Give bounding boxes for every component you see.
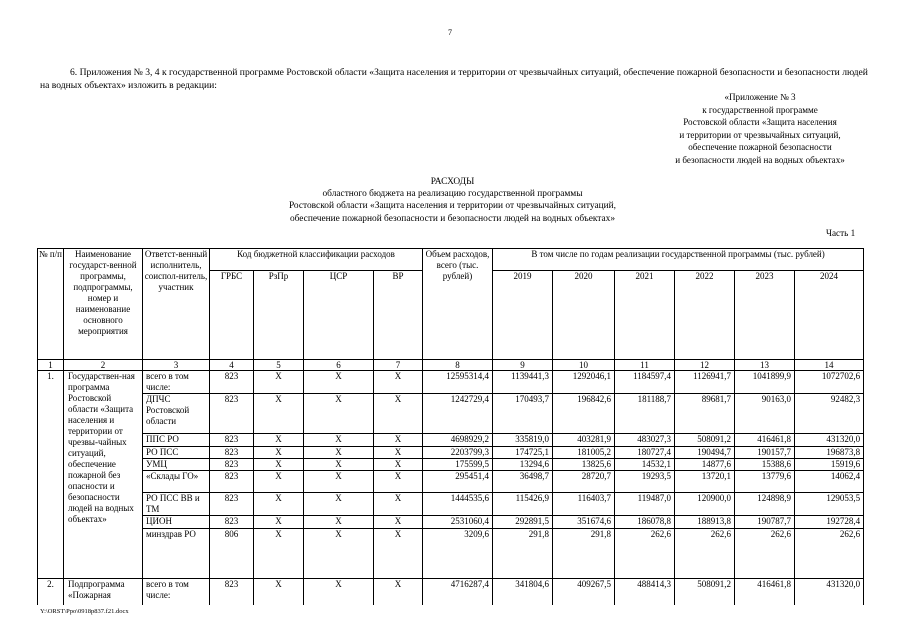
header-year: 2024 <box>795 271 864 360</box>
heading-line: областного бюджета на реализацию государственной программы <box>322 189 583 200</box>
header-year: 2020 <box>553 271 615 360</box>
vr-cell: Х <box>374 516 423 529</box>
grbs-cell: 823 <box>210 371 254 394</box>
y2021-cell: 180727,4 <box>615 447 675 459</box>
y2024-cell: 431320,0 <box>795 579 864 605</box>
y2020-cell: 409267,5 <box>553 579 615 605</box>
grbs-cell: 823 <box>210 471 254 493</box>
rzpr-cell: Х <box>254 394 304 434</box>
section-number: 2. <box>38 579 64 605</box>
header-year: 2022 <box>675 271 735 360</box>
csr-cell: Х <box>304 529 374 579</box>
section-name: Подпрограмма «Пожарная <box>64 579 143 605</box>
table-row <box>38 371 864 394</box>
y2024-cell: 92482,3 <box>795 394 864 434</box>
y2023-cell: 15388,6 <box>735 459 795 471</box>
total-cell: 3209,6 <box>423 529 493 579</box>
vr-cell: Х <box>374 493 423 516</box>
rzpr-cell: Х <box>254 459 304 471</box>
y2020-cell: 291,8 <box>553 529 615 579</box>
table-row <box>38 493 864 516</box>
grbs-cell: 823 <box>210 394 254 434</box>
y2024-cell: 15919,6 <box>795 459 864 471</box>
y2021-cell: 483027,3 <box>615 434 675 447</box>
document-heading <box>0 176 905 225</box>
y2023-cell: 190157,7 <box>735 447 795 459</box>
csr-cell: Х <box>304 447 374 459</box>
table-row <box>38 579 864 605</box>
csr-cell: Х <box>304 371 374 394</box>
rzpr-cell: Х <box>254 529 304 579</box>
y2019-cell: 291,8 <box>493 529 553 579</box>
total-cell: 4716287,4 <box>423 579 493 605</box>
y2023-cell: 262,6 <box>735 529 795 579</box>
y2022-cell: 13720,1 <box>675 471 735 493</box>
y2022-cell: 190494,7 <box>675 447 735 459</box>
y2021-cell: 1184597,4 <box>615 371 675 394</box>
column-number: 13 <box>735 360 795 371</box>
vr-cell: Х <box>374 459 423 471</box>
y2021-cell: 14532,1 <box>615 459 675 471</box>
footer-file-path: Y:\ORST\Ppo\0918p837.f21.docx <box>40 608 129 615</box>
csr-cell: Х <box>304 579 374 605</box>
grbs-cell: 823 <box>210 579 254 605</box>
header-year: 2023 <box>735 271 795 360</box>
header-year: 2021 <box>615 271 675 360</box>
y2023-cell: 90163,0 <box>735 394 795 434</box>
grbs-cell: 823 <box>210 434 254 447</box>
header-years-group: В том числе по годам реализации государственной программы (тыс. рублей) <box>493 249 864 271</box>
header-code-group: Код бюджетной классификации расходов <box>210 249 423 271</box>
table-row <box>38 471 864 493</box>
column-number: 10 <box>553 360 615 371</box>
y2021-cell: 181188,7 <box>615 394 675 434</box>
csr-cell: Х <box>304 516 374 529</box>
y2022-cell: 14877,6 <box>675 459 735 471</box>
y2019-cell: 115426,9 <box>493 493 553 516</box>
y2019-cell: 335819,0 <box>493 434 553 447</box>
executor-cell: всего в том числе: <box>143 371 210 394</box>
header-vr: ВР <box>374 271 423 360</box>
total-cell: 1444535,6 <box>423 493 493 516</box>
executor-cell: УМЦ <box>143 459 210 471</box>
table-row <box>38 447 864 459</box>
y2021-cell: 488414,3 <box>615 579 675 605</box>
header-volume: Объем расходов, всего (тыс. рублей) <box>423 249 493 360</box>
y2024-cell: 262,6 <box>795 529 864 579</box>
y2024-cell: 1072702,6 <box>795 371 864 394</box>
y2022-cell: 508091,2 <box>675 579 735 605</box>
grbs-cell: 823 <box>210 493 254 516</box>
csr-cell: Х <box>304 459 374 471</box>
csr-cell: Х <box>304 394 374 434</box>
y2023-cell: 416461,8 <box>735 579 795 605</box>
total-cell: 1242729,4 <box>423 394 493 434</box>
executor-cell: РО ПСС <box>143 447 210 459</box>
y2020-cell: 13825,6 <box>553 459 615 471</box>
heading-line: обеспечение пожарной безопасности и безопасности людей на водных объектах» <box>289 213 616 224</box>
y2020-cell: 403281,9 <box>553 434 615 447</box>
rzpr-cell: Х <box>254 516 304 529</box>
table-row <box>38 529 864 579</box>
csr-cell: Х <box>304 471 374 493</box>
column-number: 8 <box>423 360 493 371</box>
appendix-line: обеспечение пожарной безопасности <box>688 142 832 152</box>
rzpr-cell: Х <box>254 371 304 394</box>
y2022-cell: 262,6 <box>675 529 735 579</box>
appendix-line: и территории от чрезвычайных ситуаций, <box>679 129 841 140</box>
executor-cell: РО ПСС ВВ и ТМ <box>143 493 210 516</box>
y2022-cell: 188913,8 <box>675 516 735 529</box>
vr-cell: Х <box>374 529 423 579</box>
y2019-cell: 341804,6 <box>493 579 553 605</box>
column-number: 6 <box>304 360 374 371</box>
y2021-cell: 119487,0 <box>615 493 675 516</box>
vr-cell: Х <box>374 371 423 394</box>
vr-cell: Х <box>374 471 423 493</box>
total-cell: 2203799,3 <box>423 447 493 459</box>
column-number: 9 <box>493 360 553 371</box>
appendix-line: и безопасности людей на водных объектах» <box>675 154 845 165</box>
y2023-cell: 190787,7 <box>735 516 795 529</box>
executor-cell: ЦИОН <box>143 516 210 529</box>
y2020-cell: 181005,2 <box>553 447 615 459</box>
y2024-cell: 129053,5 <box>795 493 864 516</box>
rzpr-cell: Х <box>254 493 304 516</box>
total-cell: 2531060,4 <box>423 516 493 529</box>
header-year: 2019 <box>493 271 553 360</box>
heading-line: РАСХОДЫ <box>430 177 475 187</box>
y2022-cell: 120900,0 <box>675 493 735 516</box>
executor-cell: «Склады ГО» <box>143 471 210 493</box>
y2024-cell: 14062,4 <box>795 471 864 493</box>
y2020-cell: 196842,6 <box>553 394 615 434</box>
section-name: Государствен-ная программа Ростовской области «Защита населения и территории от чрезвы-чайных ситуаций, обеспечение пожарной без опасности и безопасности людей на водных объектах» <box>64 371 143 579</box>
appendix-line: Ростовской области «Защита населения <box>683 117 837 127</box>
executor-cell: ДПЧС Ростовской области <box>143 394 210 434</box>
appendix-line: «Приложение № 3 <box>724 92 796 102</box>
table-row <box>38 459 864 471</box>
y2024-cell: 196873,8 <box>795 447 864 459</box>
header-name: Наименование государст-венной программы, подпрограммы, номер и наименование основного мероприятия <box>64 249 143 360</box>
vr-cell: Х <box>374 394 423 434</box>
header-csr: ЦСР <box>304 271 374 360</box>
y2019-cell: 292891,5 <box>493 516 553 529</box>
grbs-cell: 823 <box>210 447 254 459</box>
header-rzpr: РзПр <box>254 271 304 360</box>
y2021-cell: 19293,5 <box>615 471 675 493</box>
appendix-header <box>600 91 905 166</box>
y2022-cell: 508091,2 <box>675 434 735 447</box>
csr-cell: Х <box>304 434 374 447</box>
y2022-cell: 1126941,7 <box>675 371 735 394</box>
column-number: 7 <box>374 360 423 371</box>
grbs-cell: 823 <box>210 516 254 529</box>
y2023-cell: 13779,6 <box>735 471 795 493</box>
y2021-cell: 186078,8 <box>615 516 675 529</box>
column-number: 14 <box>795 360 864 371</box>
y2023-cell: 416461,8 <box>735 434 795 447</box>
header-num: № п/п <box>38 249 64 360</box>
y2020-cell: 351674,6 <box>553 516 615 529</box>
csr-cell: Х <box>304 493 374 516</box>
y2020-cell: 28720,7 <box>553 471 615 493</box>
vr-cell: Х <box>374 579 423 605</box>
y2020-cell: 116403,7 <box>553 493 615 516</box>
column-number: 2 <box>64 360 143 371</box>
column-number-row <box>38 360 864 371</box>
y2021-cell: 262,6 <box>615 529 675 579</box>
part-label: Часть 1 <box>826 228 856 238</box>
vr-cell: Х <box>374 434 423 447</box>
rzpr-cell: Х <box>254 579 304 605</box>
y2020-cell: 1292046,1 <box>553 371 615 394</box>
rzpr-cell: Х <box>254 447 304 459</box>
y2023-cell: 1041899,9 <box>735 371 795 394</box>
rzpr-cell: Х <box>254 471 304 493</box>
column-number: 11 <box>615 360 675 371</box>
y2024-cell: 192728,4 <box>795 516 864 529</box>
column-number: 3 <box>143 360 210 371</box>
page-number: 7 <box>448 28 452 37</box>
header-executor: Ответст-венный исполнитель, соиспол-нитель, участник <box>143 249 210 360</box>
executor-cell: ППС РО <box>143 434 210 447</box>
executor-cell: всего в том числе: <box>143 579 210 605</box>
executor-cell: минздрав РО <box>143 529 210 579</box>
vr-cell: Х <box>374 447 423 459</box>
grbs-cell: 806 <box>210 529 254 579</box>
column-number: 5 <box>254 360 304 371</box>
total-cell: 4698929,2 <box>423 434 493 447</box>
y2023-cell: 124898,9 <box>735 493 795 516</box>
y2019-cell: 36498,7 <box>493 471 553 493</box>
y2019-cell: 170493,7 <box>493 394 553 434</box>
y2022-cell: 89681,7 <box>675 394 735 434</box>
expenses-table <box>37 248 864 605</box>
heading-line: Ростовской области «Защита населения и территории от чрезвычайных ситуаций, <box>288 201 617 212</box>
table-row <box>38 516 864 529</box>
y2019-cell: 13294,6 <box>493 459 553 471</box>
section-number: 1. <box>38 371 64 579</box>
table-row <box>38 434 864 447</box>
column-number: 12 <box>675 360 735 371</box>
y2019-cell: 1139441,3 <box>493 371 553 394</box>
grbs-cell: 823 <box>210 459 254 471</box>
y2024-cell: 431320,0 <box>795 434 864 447</box>
appendix-line: к государственной программе <box>702 104 818 115</box>
total-cell: 12595314,4 <box>423 371 493 394</box>
total-cell: 175599,5 <box>423 459 493 471</box>
column-number: 1 <box>38 360 64 371</box>
table-row <box>38 394 864 434</box>
rzpr-cell: Х <box>254 434 304 447</box>
y2019-cell: 174725,1 <box>493 447 553 459</box>
intro-paragraph: 6. Приложения № 3, 4 к государственной программе Ростовской области «Защита населения и территории от чрезвычайных ситуаций, обеспечение пожарной безопасности и безопасности людей на водных объектах» изложить в редакции: <box>40 67 868 91</box>
column-number: 4 <box>210 360 254 371</box>
header-grbs: ГРБС <box>210 271 254 360</box>
total-cell: 295451,4 <box>423 471 493 493</box>
